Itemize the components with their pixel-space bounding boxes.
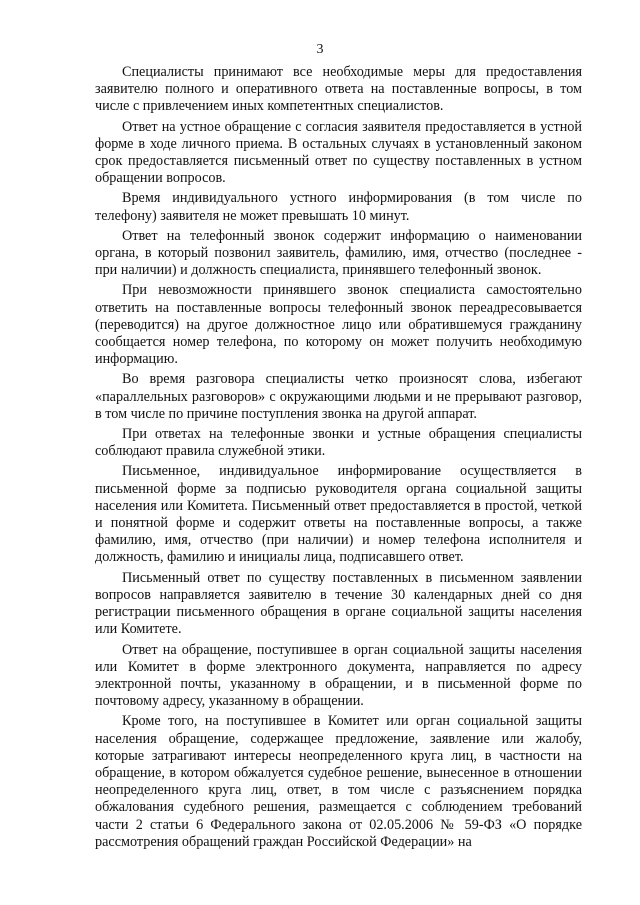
document-body [95, 64, 582, 854]
paragraph: Кроме того, на поступившее в Комитет или орган социальной защиты населения обращение, содержащее предложение, заявление или жалобу, которые затрагивают интересы неопределенного круга лиц, в частности на обращение, в котором обжалуется судебное решение, вынесенное в отношении неопределенного круга лиц, ответ, в том числе с разъяснением порядка обжалования судебного решения, размещается с соблюдением требований части 2 статьи 6 Федерального закона от 02.05.2006 № 59-ФЗ «О порядке рассмотрения обращений граждан Российской Федерации» на [95, 713, 582, 850]
paragraph: При невозможности принявшего звонок специалиста самостоятельно ответить на поставленные вопросы телефонный звонок переадресовывается (переводится) на другое должностное лицо или обратившемуся гражданину сообщается номер телефона, по которому он может получить необходимую информацию. [95, 282, 582, 368]
paragraph: Ответ на обращение, поступившее в орган социальной защиты населения или Комитет в форме электронного документа, направляется по адресу электронной почты, указанному в обращении, и в письменной форме по почтовому адресу, указанному в обращении. [95, 641, 582, 710]
paragraph: Ответ на устное обращение с согласия заявителя предоставляется в устной форме в ходе личного приема. В остальных случаях в установленный законом срок предоставляется письменный ответ по существу поставленных в устном обращении вопросов. [95, 118, 582, 187]
page-number: 3 [316, 42, 324, 57]
paragraph: Время индивидуального устного информирования (в том числе по телефону) заявителя не может превышать 10 минут. [95, 190, 582, 224]
paragraph: Специалисты принимают все необходимые меры для предоставления заявителю полного и оперативного ответа на поставленные вопросы, в том числе с привлечением иных компетентных специалистов. [95, 64, 582, 115]
paragraph: Письменный ответ по существу поставленных в письменном заявлении вопросов направляется заявителю в течение 30 календарных дней со дня регистрации письменного обращения в органе социальной защиты населения или Комитете. [95, 569, 582, 638]
paragraph: Письменное, индивидуальное информирование осуществляется в письменной форме за подписью руководителя органа социальной защиты населения или Комитета. Письменный ответ предоставляется в простой, четкой и понятной форме и содержит ответы на поставленные вопросы, а также фамилию, имя, отчество (при наличии) и номер телефона исполнителя и должность, фамилию и инициалы лица, подписавшего ответ. [95, 463, 582, 566]
paragraph: Ответ на телефонный звонок содержит информацию о наименовании органа, в который позвонил заявитель, фамилию, имя, отчество (последнее - при наличии) и должность специалиста, принявшего телефонный звонок. [95, 227, 582, 279]
paragraph: Во время разговора специалисты четко произносят слова, избегают «параллельных разговоров» с окружающими людьми и не прерывают разговор, в том числе по причине поступления звонка на другой аппарат. [95, 371, 582, 422]
paragraph: При ответах на телефонные звонки и устные обращения специалисты соблюдают правила служебной этики. [95, 426, 582, 460]
